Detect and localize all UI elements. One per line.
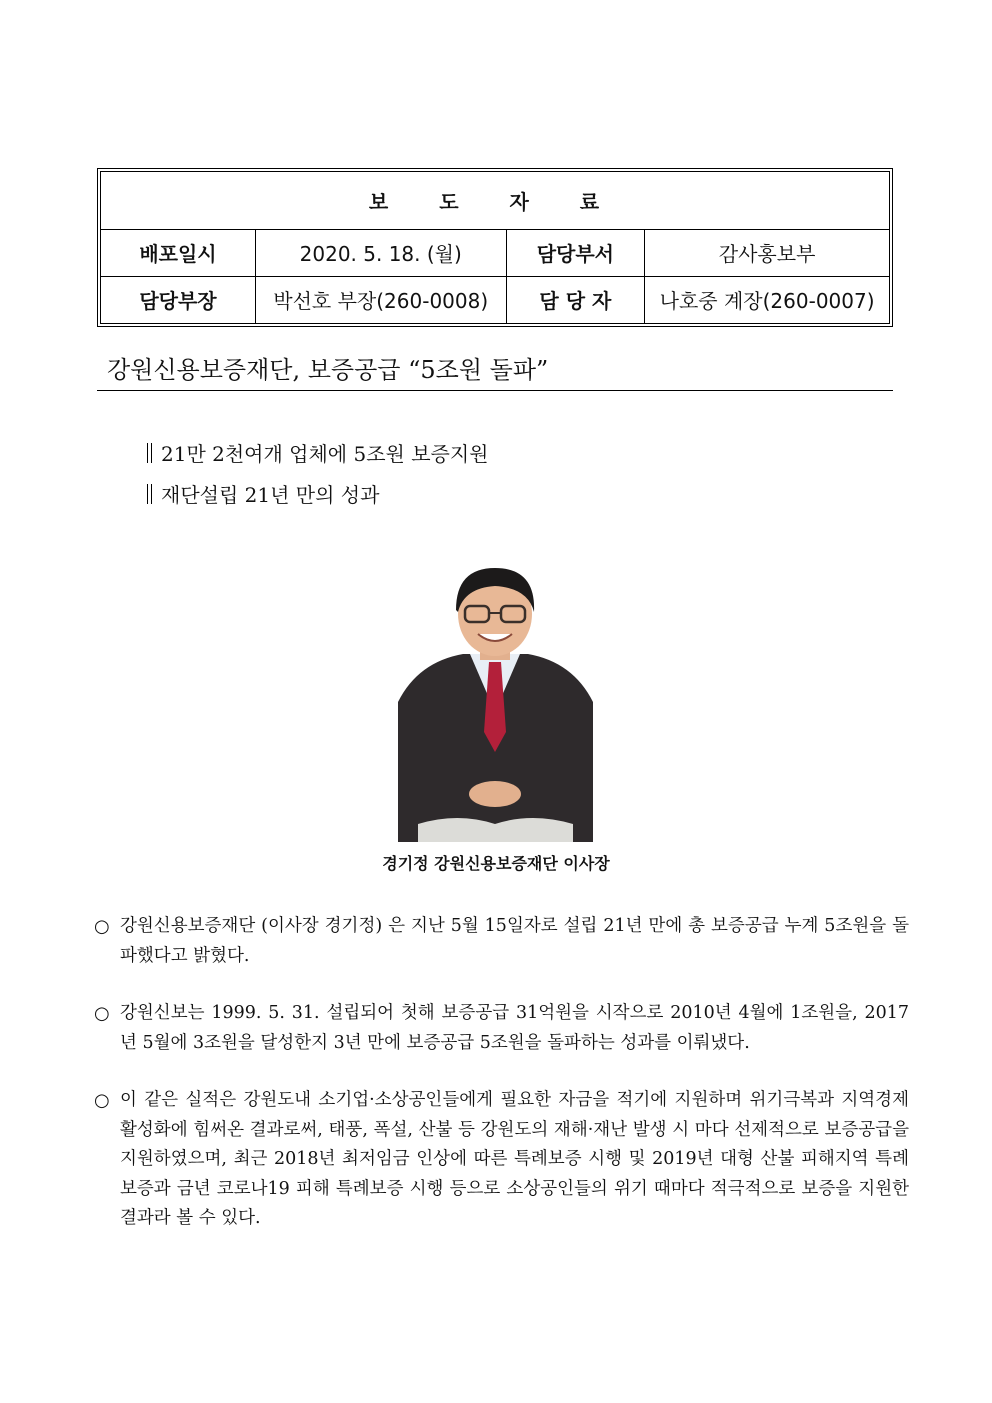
- paragraph-item: [94, 999, 909, 1058]
- contact-person-label: 담 당 자: [506, 276, 645, 323]
- release-date-value: 2020. 5. 18. (월): [255, 229, 506, 276]
- paragraph-text: 이 같은 실적은 강원도내 소기업·소상공인들에게 필요한 자금을 적기에 지원하며 위기극복과 지역경제 활성화에 힘써온 결과로써, 태풍, 폭설, 산불 등 강원도의 재해·재난 발생 시 마다 선제적으로 보증공급을 지원하였으며, 최근 2018년 최저임금 인상에 따른 특례보증 시행 및 2019년 대형 산불 피해지역 특례보증과 금년 코로나19 피해 특례보증 시행 등으로 소상공인들의 위기 때마다 적극적으로 보증을 지원한 결과라 볼 수 있다.: [120, 1090, 909, 1228]
- circle-bullet-icon: ○: [94, 916, 110, 937]
- chairman-portrait-photo: [398, 562, 593, 842]
- department-label: 담당부서: [506, 229, 645, 276]
- photo-caption: 경기정 강원신용보증재단 이사장: [382, 854, 610, 873]
- subheading-item: [147, 438, 489, 467]
- subheading-text: 재단설립 21년 만의 성과: [161, 483, 380, 507]
- double-bar-icon: [147, 443, 152, 463]
- header-table: [101, 172, 889, 323]
- paragraph-item: [94, 1086, 909, 1234]
- press-release-header: [97, 168, 893, 327]
- document-type-title: 보 도 자 료: [101, 172, 889, 229]
- release-date-label: 배포일시: [101, 229, 255, 276]
- paragraph-item: [94, 912, 909, 971]
- paragraph-text: 강원신보는 1999. 5. 31. 설립되어 첫해 보증공급 31억원을 시작으로 2010년 4월에 1조원을, 2017년 5월에 3조원을 달성한지 3년 만에 보증공급 5조원을 돌파하는 성과를 이뤄냈다.: [120, 1003, 909, 1053]
- headline: 강원신용보증재단, 보증공급 “5조원 돌파”: [107, 356, 549, 384]
- header-inner-border: [100, 171, 890, 324]
- double-bar-icon: [147, 484, 152, 504]
- paragraph-text: 강원신용보증재단 (이사장 경기정) 은 지난 5월 15일자로 설립 21년 만에 총 보증공급 누계 5조원을 돌파했다고 밝혔다.: [120, 916, 909, 966]
- body-paragraphs: [94, 912, 909, 1262]
- subheading-text: 21만 2천여개 업체에 5조원 보증지원: [161, 442, 489, 466]
- circle-bullet-icon: ○: [94, 1003, 110, 1024]
- manager-label: 담당부장: [101, 276, 255, 323]
- circle-bullet-icon: ○: [94, 1090, 110, 1111]
- department-value: 감사홍보부: [645, 229, 889, 276]
- contact-person-value: 나호중 계장(260-0007): [645, 276, 889, 323]
- subheadings: [147, 438, 489, 520]
- manager-value: 박선호 부장(260-0008): [255, 276, 506, 323]
- subheading-item: [147, 479, 489, 508]
- headline-divider: [97, 390, 893, 391]
